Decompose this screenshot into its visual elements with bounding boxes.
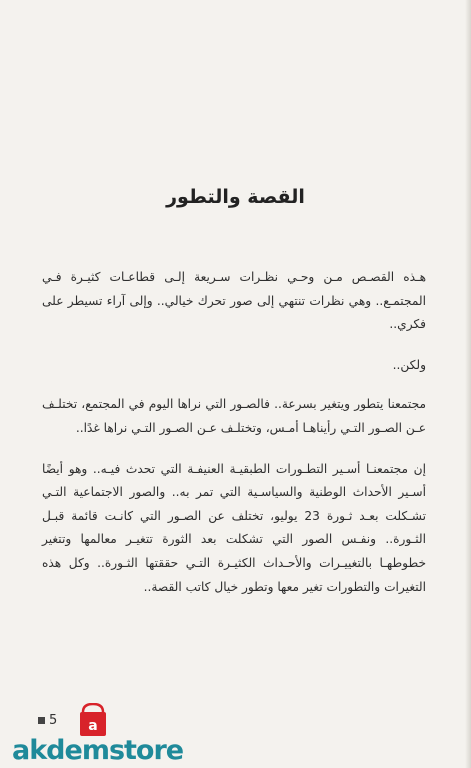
svg-text:a: a — [88, 718, 98, 734]
paragraph-2: ولكن.. — [392, 357, 426, 372]
page-number-text: 5 — [49, 713, 58, 728]
page-edge — [465, 0, 471, 768]
paragraph-4: إن مجتمعنـا أسـير التطـورات الطبقيـة العنيفـة التي تحدث فيـه.. وهو أيضًا أسـير الأحداث الوطنية والسياسـية التي تمر به.. والصور الاجتماعية التـي تشـكلت بعـد ثـورة 23 يوليو، تختلف عن الصـور التي كانـت قائمة قبـل الثـورة.. ونفـس الصور التي تشكلت بعد الثورة تتغيـر معالمها وتتغير خطوطهـا بالتغييـرات والأحـداث الكثيـرة التـي حققتها الثـورة.. وكل هذه التغيرات والتطورات تغير معها وتطور خيال كاتب القصة.. — [42, 461, 426, 594]
page-marker-icon — [38, 717, 45, 724]
store-logo-icon — [78, 703, 108, 737]
brand-watermark: akdemstore — [12, 735, 184, 766]
body-text — [42, 266, 426, 616]
paragraph-1: هـذه القصـص مـن وحـي نظـرات سـريعة إلـى قطاعـات كثيـرة فـي المجتمـع.. وهي نظرات تنتهي إلى صور تحرك خيالي.. وإلى آراء تسيطر على فكري.. — [42, 270, 426, 332]
footer — [8, 703, 208, 765]
chapter-title: القصة والتطور — [166, 186, 305, 208]
paragraph-3: مجتمعنا يتطور ويتغير بسرعة.. فالصـور التي نراها اليوم في المجتمع، تختلـف عـن الصـور التـي رأيناهـا أمـس، وتختلـف عـن الصـور التـي نراها غدًا.. — [42, 397, 426, 435]
page-number — [38, 713, 57, 728]
